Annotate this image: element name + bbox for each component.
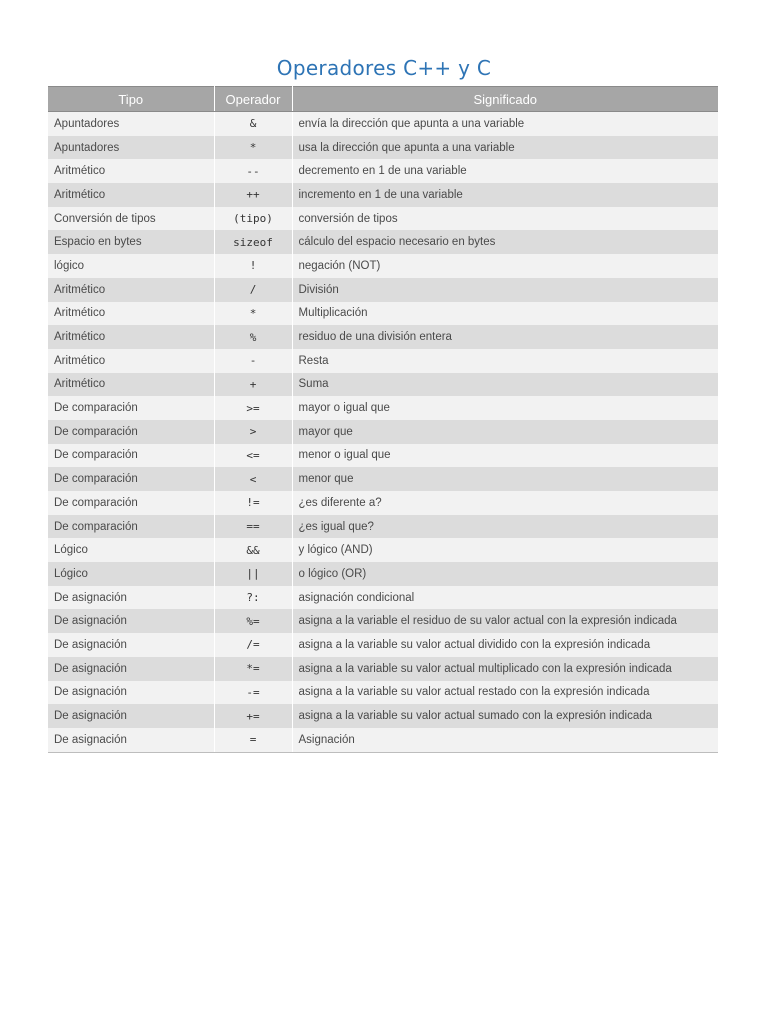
cell-significado: menor o igual que — [292, 444, 718, 468]
table-row — [48, 254, 718, 278]
cell-significado: Suma — [292, 373, 718, 397]
cell-operador: < — [214, 467, 292, 491]
cell-tipo: Aritmético — [48, 278, 214, 302]
cell-significado: asigna a la variable su valor actual dividido con la expresión indicada — [292, 633, 718, 657]
table-row — [48, 491, 718, 515]
cell-operador: ++ — [214, 183, 292, 207]
cell-tipo: Aritmético — [48, 183, 214, 207]
table-row — [48, 515, 718, 539]
cell-operador: & — [214, 112, 292, 136]
table-row — [48, 467, 718, 491]
cell-significado: o lógico (OR) — [292, 562, 718, 586]
cell-operador: *= — [214, 657, 292, 681]
cell-significado: Multiplicación — [292, 302, 718, 326]
cell-tipo: Aritmético — [48, 373, 214, 397]
cell-tipo: De asignación — [48, 728, 214, 752]
cell-significado: asigna a la variable su valor actual restado con la expresión indicada — [292, 681, 718, 705]
table-row — [48, 183, 718, 207]
table-row — [48, 586, 718, 610]
cell-significado: residuo de una división entera — [292, 325, 718, 349]
cell-tipo: Aritmético — [48, 325, 214, 349]
cell-tipo: Aritmético — [48, 302, 214, 326]
table-body — [48, 112, 718, 753]
cell-significado: asignación condicional — [292, 586, 718, 610]
table-row — [48, 396, 718, 420]
cell-tipo: De asignación — [48, 657, 214, 681]
cell-significado: mayor o igual que — [292, 396, 718, 420]
table-row — [48, 633, 718, 657]
cell-tipo: De asignación — [48, 609, 214, 633]
cell-tipo: De asignación — [48, 704, 214, 728]
table-row — [48, 444, 718, 468]
cell-tipo: Lógico — [48, 562, 214, 586]
cell-significado: ¿es igual que? — [292, 515, 718, 539]
cell-operador: sizeof — [214, 230, 292, 254]
cell-significado: asigna a la variable su valor actual multiplicado con la expresión indicada — [292, 657, 718, 681]
cell-operador: + — [214, 373, 292, 397]
page-title: Operadores C++ y C — [276, 56, 492, 80]
table-row — [48, 278, 718, 302]
table-row — [48, 420, 718, 444]
table-row — [48, 302, 718, 326]
cell-operador: / — [214, 278, 292, 302]
table-row — [48, 681, 718, 705]
cell-significado: Resta — [292, 349, 718, 373]
cell-operador: || — [214, 562, 292, 586]
cell-operador: % — [214, 325, 292, 349]
cell-significado: asigna a la variable su valor actual sumado con la expresión indicada — [292, 704, 718, 728]
cell-operador: ?: — [214, 586, 292, 610]
header-tipo: Tipo — [48, 87, 214, 112]
table-row — [48, 562, 718, 586]
cell-tipo: Apuntadores — [48, 136, 214, 160]
operators-table — [48, 86, 718, 753]
cell-operador: %= — [214, 609, 292, 633]
table-row — [48, 373, 718, 397]
table-header — [48, 87, 718, 112]
cell-tipo: De comparación — [48, 515, 214, 539]
cell-significado: asigna a la variable el residuo de su valor actual con la expresión indicada — [292, 609, 718, 633]
cell-operador: != — [214, 491, 292, 515]
cell-operador: -- — [214, 159, 292, 183]
table-row — [48, 704, 718, 728]
table-row — [48, 325, 718, 349]
cell-significado: Asignación — [292, 728, 718, 752]
cell-operador: * — [214, 302, 292, 326]
cell-tipo: Espacio en bytes — [48, 230, 214, 254]
cell-significado: conversión de tipos — [292, 207, 718, 231]
cell-tipo: Apuntadores — [48, 112, 214, 136]
table-row — [48, 207, 718, 231]
cell-operador: - — [214, 349, 292, 373]
cell-significado: incremento en 1 de una variable — [292, 183, 718, 207]
header-operador: Operador — [214, 87, 292, 112]
cell-tipo: De comparación — [48, 467, 214, 491]
cell-tipo: De asignación — [48, 586, 214, 610]
table-row — [48, 136, 718, 160]
cell-tipo: De comparación — [48, 420, 214, 444]
cell-significado: menor que — [292, 467, 718, 491]
cell-significado: negación (NOT) — [292, 254, 718, 278]
table-row — [48, 112, 718, 136]
cell-tipo: Lógico — [48, 538, 214, 562]
table-row — [48, 538, 718, 562]
cell-operador: <= — [214, 444, 292, 468]
cell-tipo: Aritmético — [48, 159, 214, 183]
cell-operador: /= — [214, 633, 292, 657]
cell-tipo: De asignación — [48, 633, 214, 657]
header-row — [48, 87, 718, 112]
cell-operador: == — [214, 515, 292, 539]
cell-operador: += — [214, 704, 292, 728]
cell-significado: usa la dirección que apunta a una variable — [292, 136, 718, 160]
cell-operador: ! — [214, 254, 292, 278]
cell-significado: cálculo del espacio necesario en bytes — [292, 230, 718, 254]
cell-tipo: De comparación — [48, 396, 214, 420]
cell-significado: envía la dirección que apunta a una variable — [292, 112, 718, 136]
cell-tipo: De comparación — [48, 491, 214, 515]
table-row — [48, 657, 718, 681]
cell-tipo: Aritmético — [48, 349, 214, 373]
table-row — [48, 159, 718, 183]
cell-operador: > — [214, 420, 292, 444]
cell-tipo: De comparación — [48, 444, 214, 468]
cell-significado: División — [292, 278, 718, 302]
cell-tipo: lógico — [48, 254, 214, 278]
cell-operador: >= — [214, 396, 292, 420]
cell-operador: = — [214, 728, 292, 752]
cell-operador: -= — [214, 681, 292, 705]
table-row — [48, 609, 718, 633]
cell-operador: && — [214, 538, 292, 562]
cell-significado: ¿es diferente a? — [292, 491, 718, 515]
cell-operador: * — [214, 136, 292, 160]
cell-tipo: De asignación — [48, 681, 214, 705]
cell-operador: (tipo) — [214, 207, 292, 231]
table-row — [48, 728, 718, 752]
table-row — [48, 349, 718, 373]
cell-significado: mayor que — [292, 420, 718, 444]
cell-significado: y lógico (AND) — [292, 538, 718, 562]
cell-tipo: Conversión de tipos — [48, 207, 214, 231]
cell-significado: decremento en 1 de una variable — [292, 159, 718, 183]
header-significado: Significado — [292, 87, 718, 112]
table-row — [48, 230, 718, 254]
